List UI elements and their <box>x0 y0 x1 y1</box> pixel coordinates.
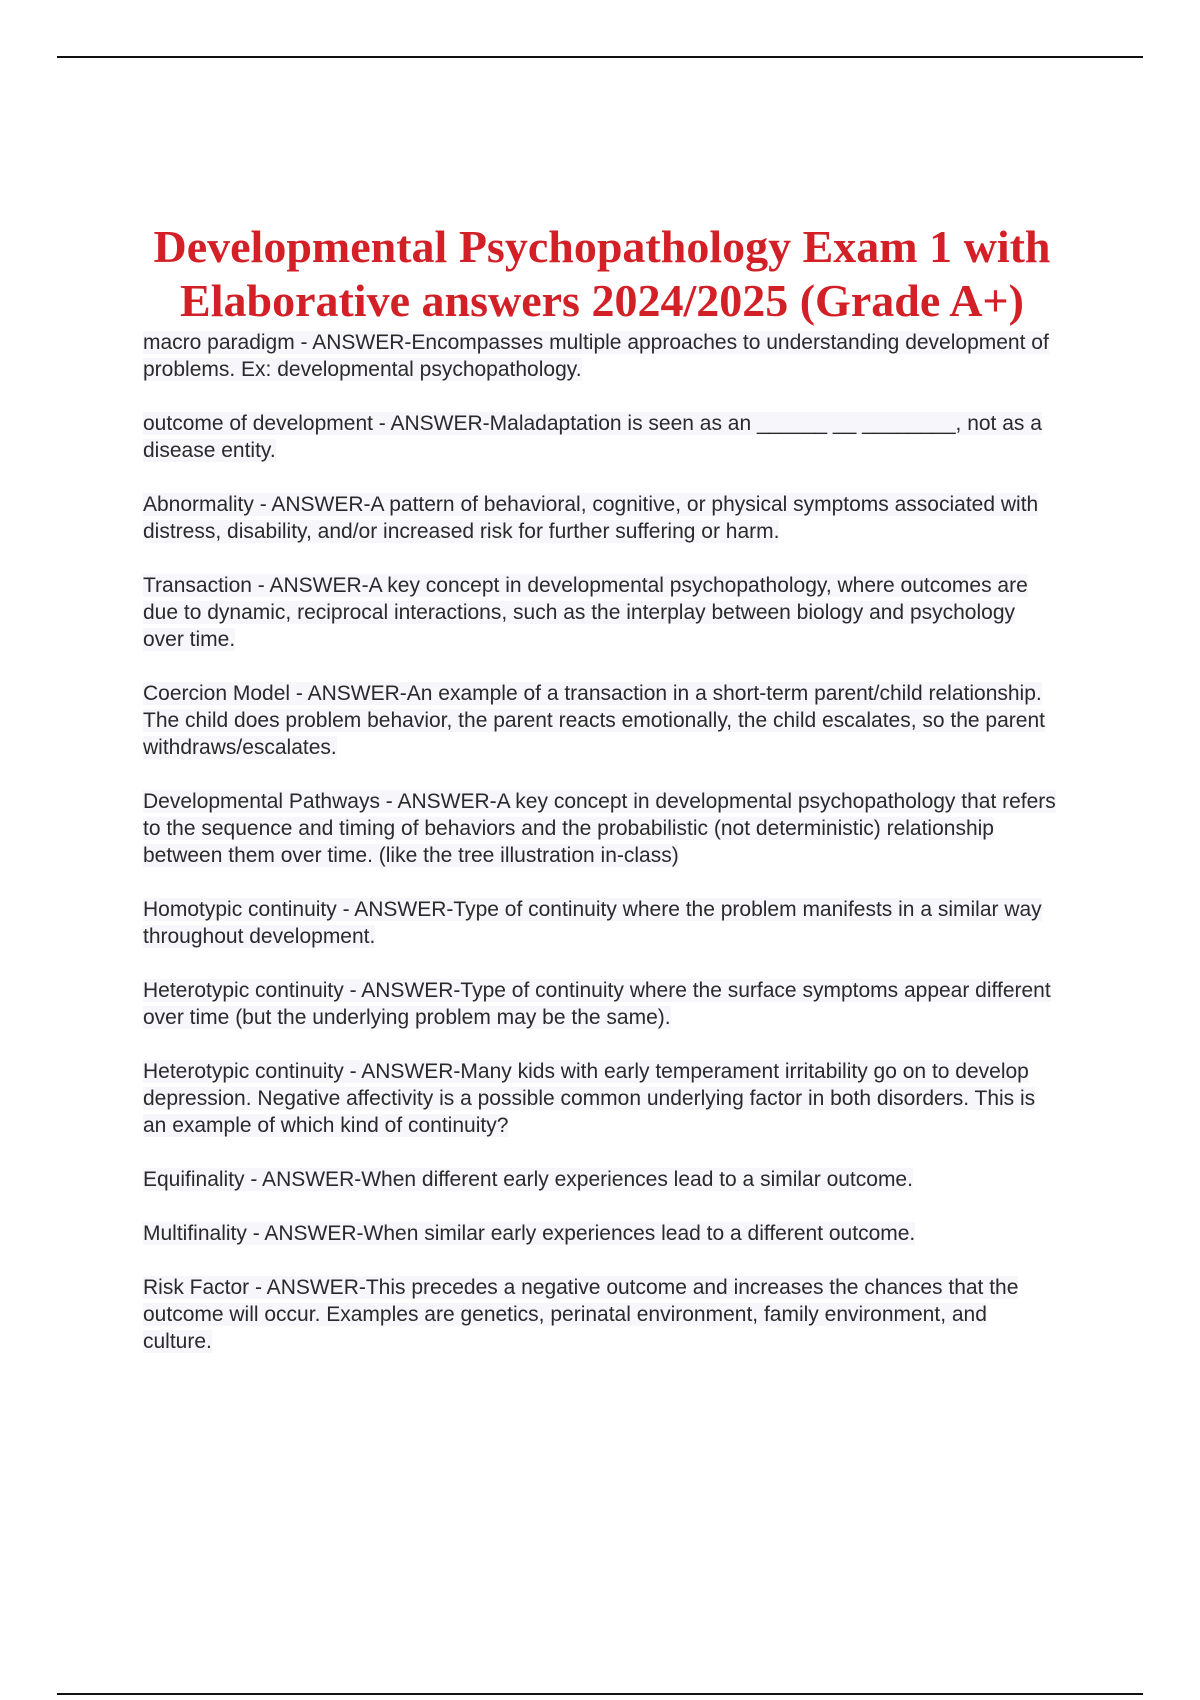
qa-entry <box>143 491 1061 545</box>
qa-entry-text: Transaction - ANSWER-A key concept in developmental psychopathology, where outcomes are due to dynamic, reciprocal interactions, such as the interplay between biology and psychology over time. <box>143 574 1028 651</box>
qa-entry-text: Coercion Model - ANSWER-An example of a transaction in a short-term parent/child relationship. The child does problem behavior, the parent reacts emotionally, the child escalates, so the parent withdraws/escalates. <box>143 682 1045 759</box>
qa-entry-text: Heterotypic continuity - ANSWER-Type of continuity where the surface symptoms appear different over time (but the underlying problem may be the same). <box>143 979 1051 1029</box>
qa-entry-text: Abnormality - ANSWER-A pattern of behavioral, cognitive, or physical symptoms associated with distress, disability, and/or increased risk for further suffering or harm. <box>143 493 1039 543</box>
document-content <box>143 220 1061 1382</box>
bottom-rule <box>57 1693 1143 1695</box>
qa-entry <box>143 680 1061 761</box>
qa-entry-text: Risk Factor - ANSWER-This precedes a negative outcome and increases the chances that the outcome will occur. Examples are genetics, perinatal environment, family environment, and culture. <box>143 1276 1019 1353</box>
qa-entry <box>143 896 1061 950</box>
qa-entry <box>143 788 1061 869</box>
qa-entry <box>143 977 1061 1031</box>
qa-entry-text: Equifinality - ANSWER-When different early experiences lead to a similar outcome. <box>143 1168 913 1191</box>
qa-entry <box>143 329 1061 383</box>
qa-entry <box>143 1166 1061 1193</box>
qa-entry-text: Developmental Pathways - ANSWER-A key concept in developmental psychopathology that refers to the sequence and timing of behaviors and the probabilistic (not deterministic) relationship between them over time. (like the tree illustration in-class) <box>143 790 1056 867</box>
qa-list <box>143 329 1061 1355</box>
qa-entry <box>143 410 1061 464</box>
qa-entry <box>143 1274 1061 1355</box>
top-rule <box>57 56 1143 58</box>
qa-entry-text: outcome of development - ANSWER-Maladaptation is seen as an ______ __ ________, not as a disease entity. <box>143 412 1042 462</box>
qa-entry-text: Homotypic continuity - ANSWER-Type of continuity where the problem manifests in a similar way throughout development. <box>143 898 1042 948</box>
qa-entry-text: macro paradigm - ANSWER-Encompasses multiple approaches to understanding development of problems. Ex: developmental psychopathology. <box>143 331 1049 381</box>
qa-entry-text: Multifinality - ANSWER-When similar early experiences lead to a different outcome. <box>143 1222 916 1245</box>
qa-entry <box>143 1058 1061 1139</box>
qa-entry <box>143 1220 1061 1247</box>
document-title: Developmental Psychopathology Exam 1 with Elaborative answers 2024/2025 (Grade A+) <box>153 221 1051 326</box>
qa-entry <box>143 572 1061 653</box>
qa-entry-text: Heterotypic continuity - ANSWER-Many kids with early temperament irritability go on to develop depression. Negative affectivity is a possible common underlying factor in both disorders. This is an example of which kind of continuity? <box>143 1060 1036 1137</box>
